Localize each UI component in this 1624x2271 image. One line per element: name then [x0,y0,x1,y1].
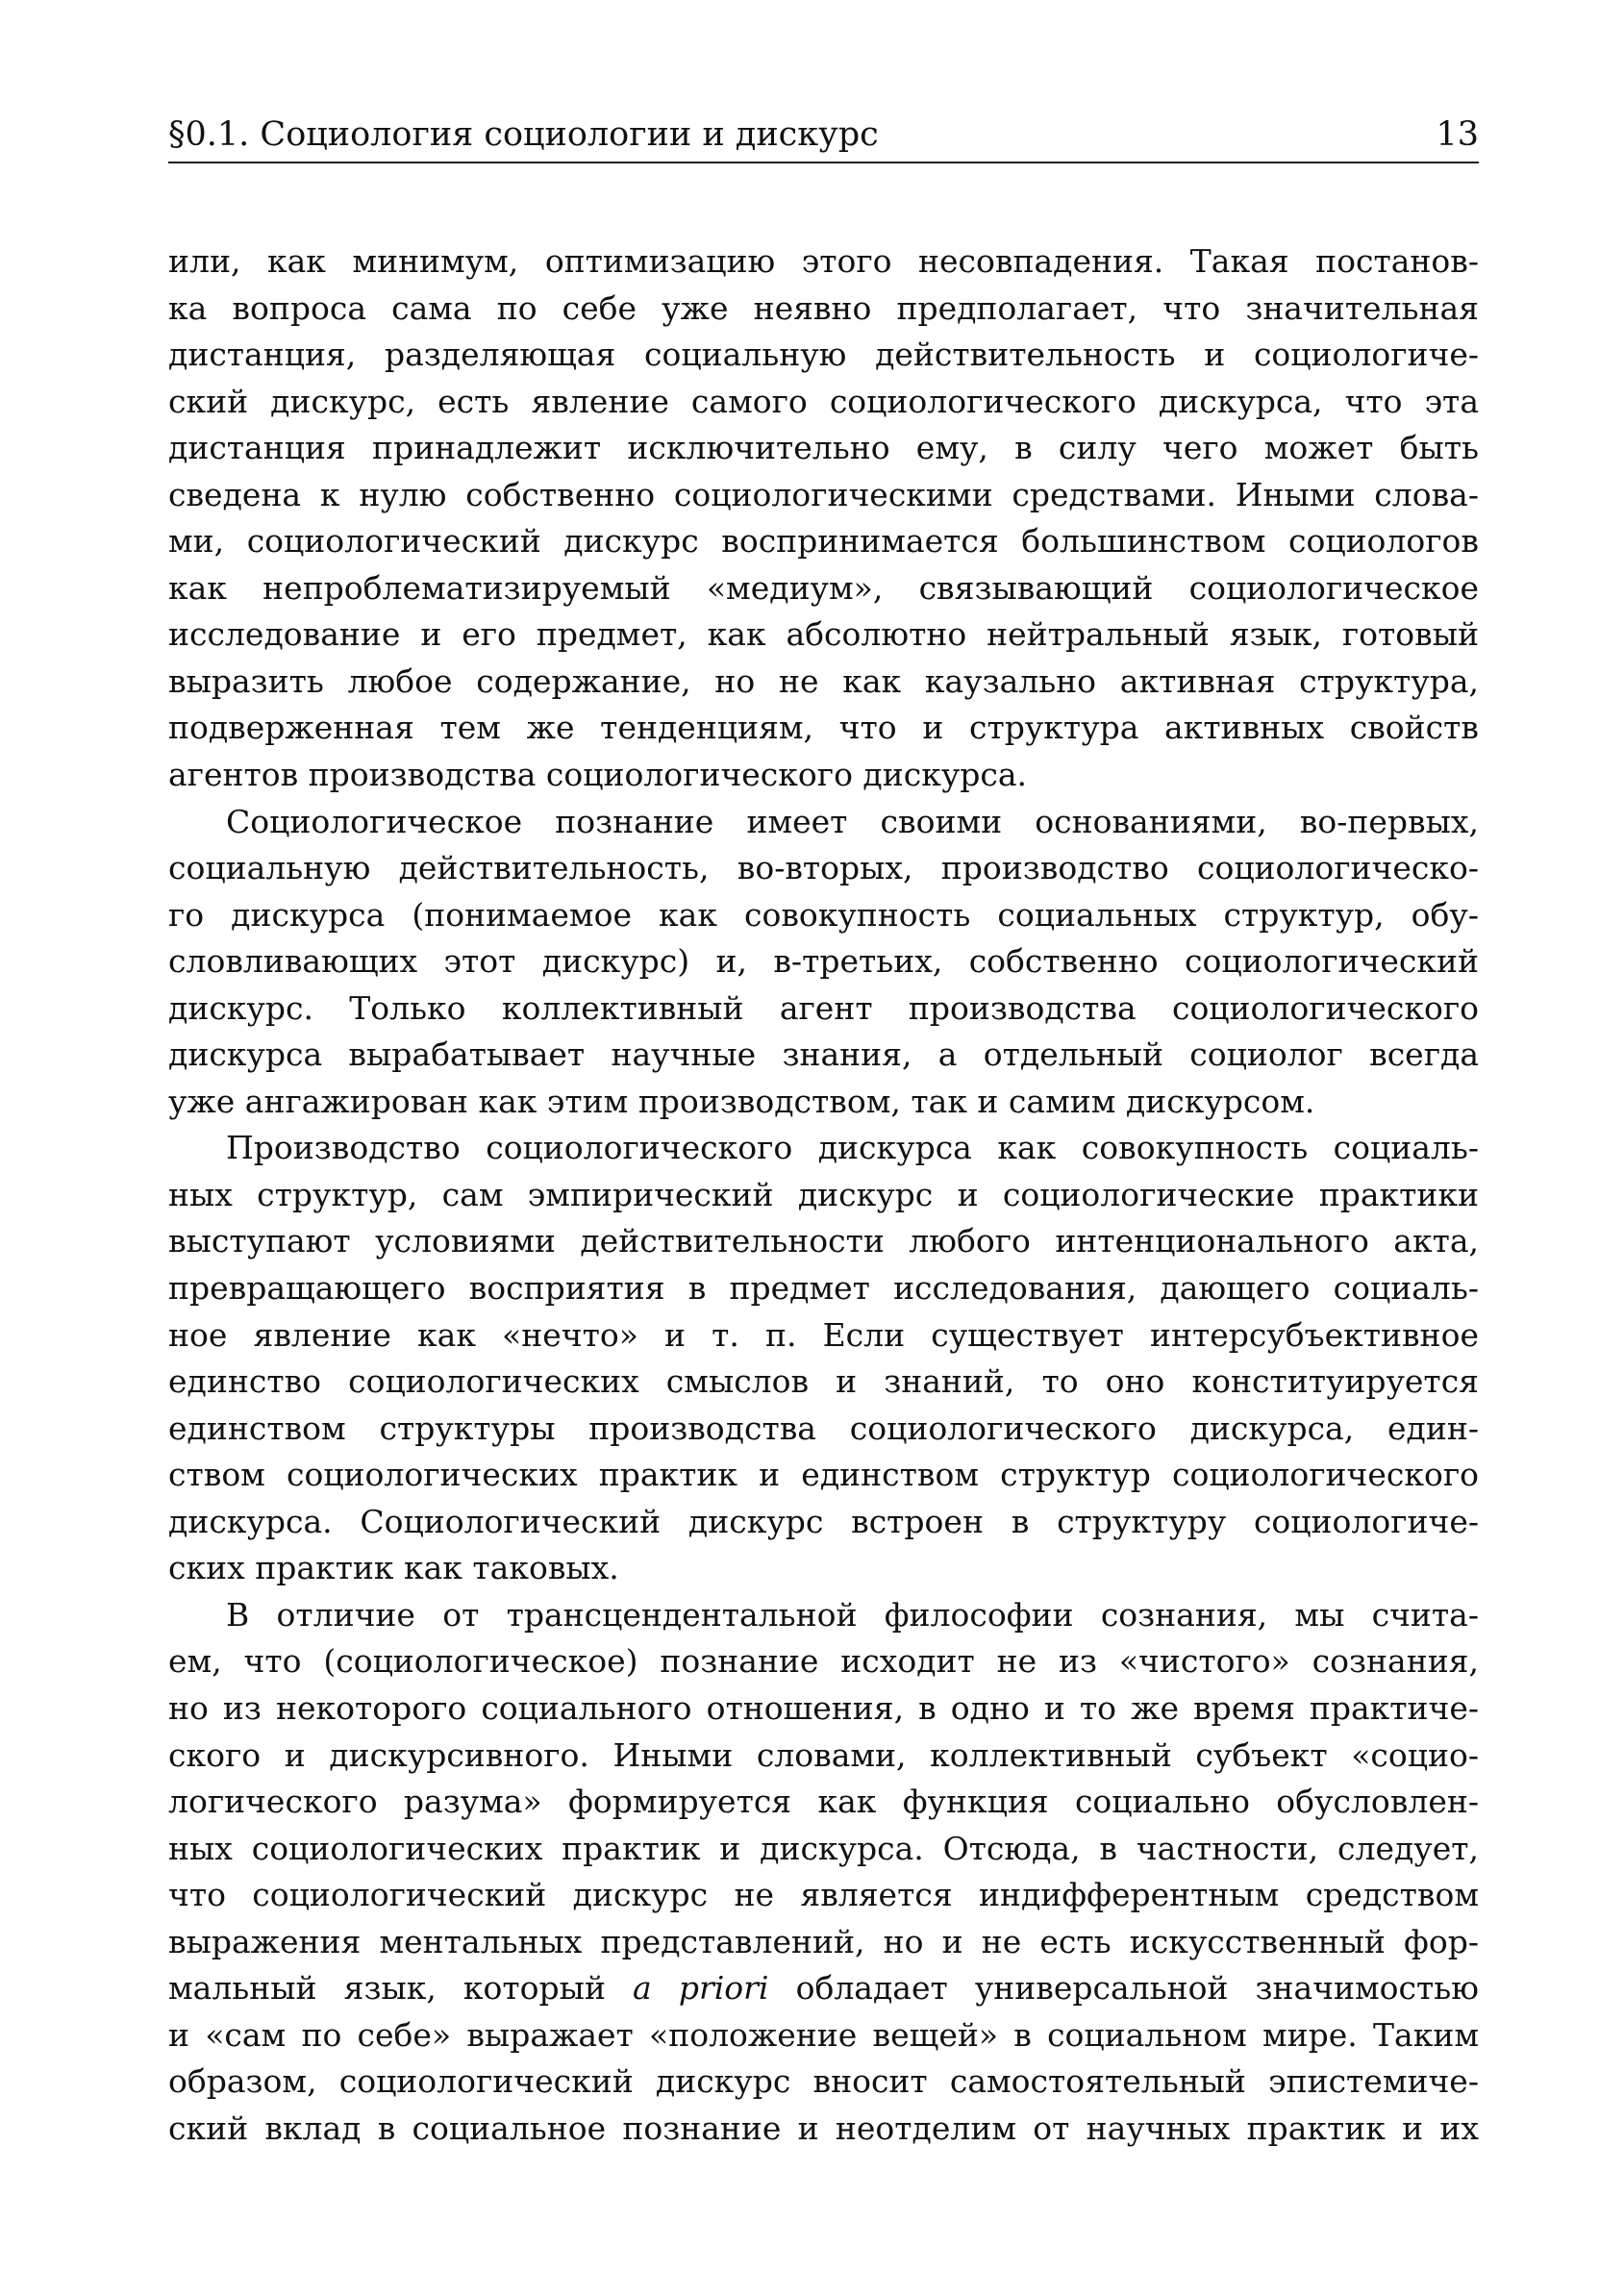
text-line: ский вклад в социальное познание и неотделим от научных практик и их [168,2109,1479,2147]
text-line: словливающих этот дискурс) и, в-третьих, собственно социологический [168,942,1479,981]
text-line: Производство социологического дискурса как совокупность социаль- [226,1129,1479,1167]
text-line: ского и дискурсивного. Иными словами, коллективный субъект «социо- [168,1735,1479,1774]
text-line: выступают условиями действительности любого интенционального акта, [168,1222,1479,1260]
running-title: §0.1. Социология социологии и дискурс [168,115,879,154]
text-line: ский дискурс, есть явление самого социологического дискурса, что эта [168,382,1479,420]
text-line: Социологическое познание имеет своими основаниями, во-первых, [226,802,1479,840]
text-line: дискурс. Только коллективный агент производства социологического [168,988,1479,1027]
text-line: образом, социологический дискурс вносит самостоятельный эпистемиче- [168,2062,1479,2101]
text-line: ка вопроса сама по себе уже неявно предполагает, что значительная [168,288,1479,327]
text-line: дискурса. Социологический дискурс встроен в структуру социологиче- [168,1502,1479,1540]
text-line: исследование и его предмет, как абсолютно нейтральный язык, готовый [168,615,1479,654]
page-number: 13 [1436,115,1479,154]
text-line: как непроблематизируемый «медиум», связывающий социологическое [168,568,1479,607]
text-line: единством структуры производства социологического дискурса, един- [168,1409,1479,1447]
text-line: но из некоторого социального отношения, в одно и то же время практиче- [168,1688,1479,1727]
text-line: уже ангажирован как этим производством, так и самим дискурсом. [168,1082,1315,1120]
text-line: или, как минимум, оптимизацию этого несовпадения. Такая постанов- [168,242,1479,280]
text-line: логического разума» формируется как функция социально обусловлен- [168,1783,1479,1821]
text-line: сведена к нулю собственно социологическими средствами. Иными слова- [168,475,1479,513]
text-line: выразить любое содержание, но не как каузально активная структура, [168,661,1479,700]
text-line: ное явление как «нечто» и т. п. Если существует интерсубъективное [168,1315,1479,1354]
text-line: что социологический дискурс не является индифферентным средством [168,1876,1479,1914]
text-line: дискурса вырабатывает научные знания, а отдельный социолог всегда [168,1036,1479,1074]
text-line: единство социологических смыслов и знаний, то оно конституируется [168,1362,1479,1401]
text-line: ством социологических практик и единством структур социологического [168,1456,1479,1494]
text-line: дистанция, разделяющая социальную действительность и социологиче- [168,336,1479,374]
text-line: дистанция принадлежит исключительно ему, в силу чего может быть [168,429,1479,467]
text-line: подверженная тем же тенденциям, что и структура активных свойств [168,709,1479,747]
text-segment: мальный язык, который [168,1969,634,2008]
text-line: выражения ментальных представлений, но и не есть искусственный фор- [168,1922,1479,1960]
body-text [168,238,1479,2152]
text-line: ных социологических практик и дискурса. Отсюда, в частности, следует, [168,1829,1479,1867]
text-line: превращающего восприятия в предмет исследования, дающего социаль- [168,1269,1479,1308]
text-line: ных структур, сам эмпирический дискурс и социологические практики [168,1175,1479,1213]
text-line: агентов производства социологического дискурса. [168,756,1028,794]
text-segment: обладает универсальной значимостью [768,1969,1479,2008]
text-line: социальную действительность, во-вторых, производство социологическо- [168,849,1479,887]
text-line: ем, что (социологическое) познание исходит не из «чистого» сознания, [168,1642,1479,1681]
text-line: ских практик как таковых. [168,1549,619,1587]
text-line: и «сам по себе» выражает «положение вещей» в социальном мире. Таким [168,2015,1479,2054]
italic-phrase: a priori [633,1969,769,2008]
text-line: В отличие от трансцендентальной философии сознания, мы счита- [226,1595,1479,1634]
running-header [168,104,1479,163]
text-line: го дискурса (понимаемое как совокупность социальных структур, обу- [168,895,1479,934]
text-line-with-italic [168,1965,1479,2012]
text-line: ми, социологический дискурс воспринимается большинством социологов [168,522,1479,561]
